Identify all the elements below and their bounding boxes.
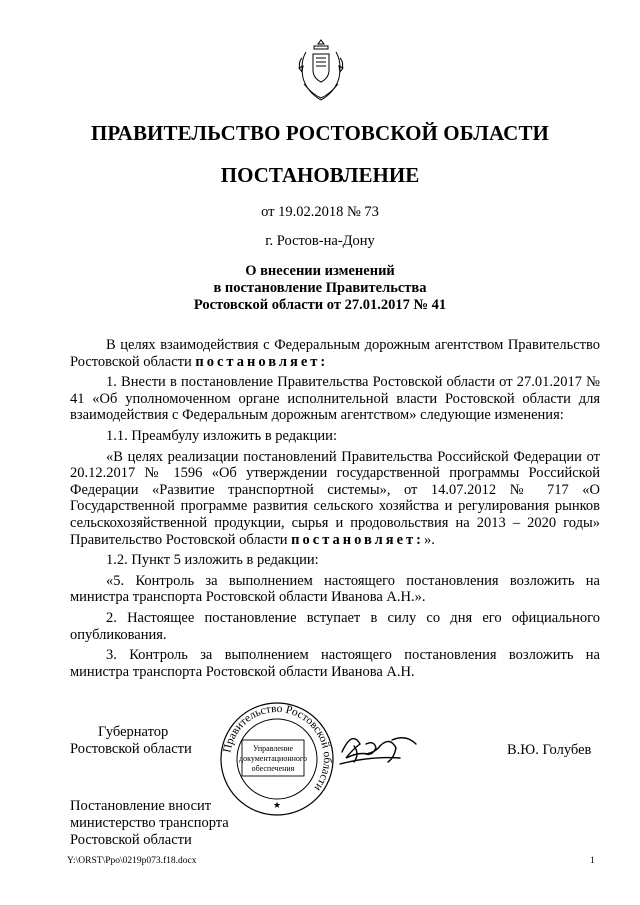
stamp-inner-line: обеспечения <box>251 764 295 773</box>
page-number: 1 <box>590 856 595 866</box>
new-preamble-text: «В целях реализации постановлений Правительства Российской Федерации от 20.12.2017 № 1596 «Об утверждении государственной программы Российской Федерации «Развитие транспортной системы», от 14.07.2012 № 717 «О Государственной программе развития сельского хозяйства и регулирования рынков сельскохозяйственной продукции, сырья и продовольствия на 2013 – 2020 годы» Правительство Ростовской области <box>70 448 600 548</box>
stamp-ring-text: Правительство Ростовской области <box>221 702 334 794</box>
decree-word: постановляет: <box>291 531 425 548</box>
position-title: Губернатор <box>98 724 169 740</box>
preamble-text: В целях взаимодействия с Федеральным дорожным агентством Правительство Ростовской области <box>70 337 600 370</box>
clause-1-2: 1.2. Пункт 5 изложить в редакции: <box>106 552 319 569</box>
clause-3: 3. Контроль за выполнением настоящего постановления возложить на министра транспорта Ростовской области Иванова А.Н. <box>70 647 600 680</box>
signatory-name: В.Ю. Голубев <box>507 742 592 758</box>
city: г. Ростов-на-Дону <box>265 233 375 249</box>
stamp-inner-line: документационного <box>239 754 307 763</box>
clause-1-1: 1.1. Преамбулу изложить в редакции: <box>106 427 337 444</box>
signatory-position <box>70 724 192 758</box>
decree-word: постановляет: <box>195 353 329 370</box>
preamble-paragraph <box>70 337 600 370</box>
date-number: от 19.02.2018 № 73 <box>261 204 379 220</box>
official-stamp <box>218 700 336 818</box>
clause-2: 2. Настоящее постановление вступает в силу со дня его официального опубликования. <box>70 609 600 643</box>
clause-1: 1. Внести в постановление Правительства Ростовской области от 27.01.2017 № 41 «Об уполномоченном органе исполнительной власти Ростовской области для взаимодействия с Федеральным дорожным агентством» следующие изменения: <box>70 374 600 424</box>
submitted-line: Ростовской области <box>70 832 192 848</box>
document-type: ПОСТАНОВЛЕНИЕ <box>220 163 420 187</box>
subject-line: в постановление Правительства <box>213 280 427 296</box>
coat-of-arms-emblem <box>296 38 346 104</box>
clause-5-text: «5. Контроль за выполнением настоящего постановления возложить на министра транспорта Ростовской области Иванова А.Н.». <box>70 572 600 606</box>
document-subject <box>0 263 640 314</box>
organization-title: ПРАВИТЕЛЬСТВО РОСТОВСКОЙ ОБЛАСТИ <box>91 121 549 145</box>
file-path: Y:\ORST\Ppo\0219p073.f18.docx <box>67 856 197 866</box>
new-preamble-paragraph <box>70 449 600 549</box>
position-region: Ростовской области <box>70 741 192 757</box>
handwritten-signature <box>336 722 424 774</box>
subject-line: Ростовской области от 27.01.2017 № 41 <box>193 297 447 313</box>
submitted-by <box>70 798 229 849</box>
document-body <box>70 337 600 684</box>
quote-close: ». <box>424 531 435 548</box>
stamp-inner-line: Управление <box>252 744 294 753</box>
submitted-line: министерство транспорта <box>70 815 229 831</box>
stamp-star-icon: ★ <box>272 800 282 810</box>
subject-line: О внесении изменений <box>245 263 395 279</box>
submitted-line: Постановление вносит <box>70 798 212 814</box>
